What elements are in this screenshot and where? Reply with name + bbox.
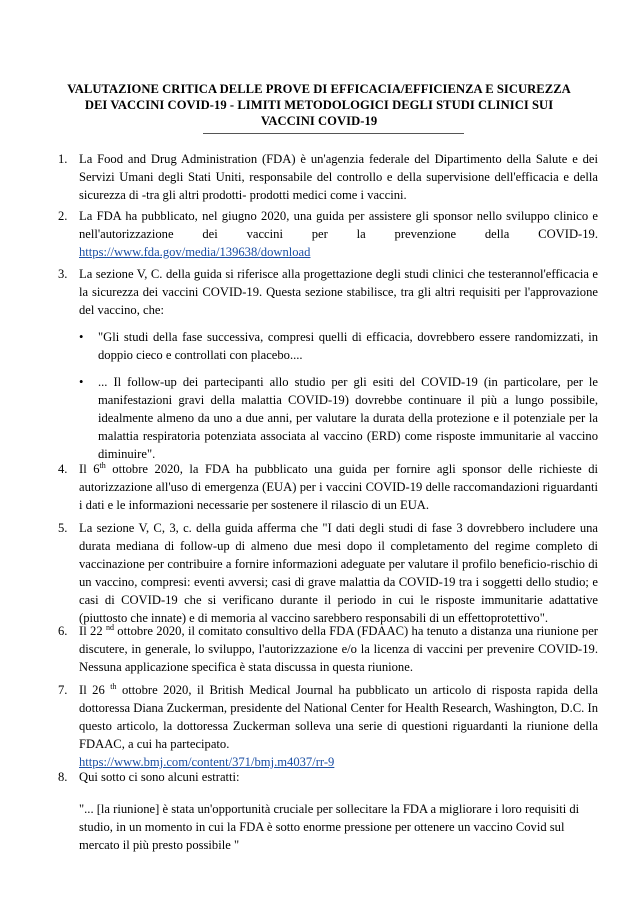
fda-guidance-link[interactable]: https://www.fda.gov/media/139638/download (79, 245, 311, 259)
item-text-5: La sezione V, C, 3, c. della guida afferma che "I dati degli studi di fase 3 dovrebbero includere una durata mediana di follow-up di almeno due mesi dopo il completamento del regime completo di vaccinazione per contribuire a fornire informazioni adeguate per valutare il profilo beneficio-rischio di un vaccino, compresi: eventi avversi; casi di grave malattia da COVID-19 tra i soggetti dello studio; e casi di COVID-19 che si verificano durante il periodo in cui le risposte immunitarie adattative (piuttosto che innate) e di memoria al vaccino sarebbero responsabili di un effettoprotettivo". (79, 521, 598, 625)
bullet-text-1: "Gli studi della fase successiva, compresi quelli di efficacia, dovrebbero essere randomizzati, in doppio cieco e controllati con placebo.... (98, 330, 598, 362)
item-number-3: 3. (58, 267, 68, 281)
item-text-2 (79, 207, 598, 261)
bullet-icon: • (79, 330, 84, 344)
item-text-6 (79, 622, 598, 676)
item-text-6-pre: Il 22 (79, 624, 106, 638)
title-line-1: VALUTAZIONE CRITICA DELLE PROVE DI EFFICACIA/EFFICIENZA E SICUREZZA (67, 82, 571, 96)
item-text-7-pre: Il 26 (79, 683, 111, 697)
bullet-text-2: ... Il follow-up dei partecipanti allo studio per gli esiti del COVID-19 (in particolare, per le manifestazioni gravi della malattia COVID-19) dovrebbe continuare il più a lungo possibile, idealmente almeno da uno a due anni, per valutare la durata della protezione e il potenziale per la malattia respiratoria potenziata associata al vaccino (ERD) come risposte immunitarie al vaccino diminuire". (98, 375, 598, 461)
item-text-4 (79, 460, 598, 514)
item-text-7-body: ottobre 2020, il British Medical Journal ha pubblicato un articolo di risposta rapida della dottoressa Diana Zuckerman, presidente del National Center for Health Research, Washington, D.C. In questo articolo, la dottoressa Zuckerman solleva una serie di questioni riguardanti la riunione della FDAAC, a cui ha partecipato. (79, 683, 598, 751)
item-number-4: 4. (58, 462, 68, 476)
item-text-4-pre: Il 6 (79, 462, 100, 476)
item-text-6-body: ottobre 2020, il comitato consultivo della FDA (FDAAC) ha tenuto a distanza una riunione per discutere, in generale, lo sviluppo, l'autorizzazione e/o la licenza di vaccini per prevenire COVID-19. Nessuna applicazione specifica è stata discussa in questa riunione. (79, 624, 598, 674)
item-text-7 (79, 681, 598, 771)
bmj-article-link[interactable]: https://www.bmj.com/content/371/bmj.m4037/rr-9 (79, 755, 335, 769)
title-line-3: VACCINI COVID-19 (260, 114, 378, 128)
title-divider (203, 133, 464, 134)
item-number-1: 1. (58, 152, 68, 166)
item-text-4-sup: th (99, 460, 106, 470)
item-number-7: 7. (58, 683, 68, 697)
item-text-4-body: ottobre 2020, la FDA ha pubblicato una guida per fornire agli sponsor delle richieste di autorizzazione all'uso di emergenza (EUA) per i vaccini COVID-19 delle raccomandazioni riguardanti i dati e le informazioni necessarie per sostenere il rilascio di un EUA. (79, 462, 598, 512)
item-number-2: 2. (58, 209, 68, 223)
document-title (40, 81, 598, 129)
item-text-3: La sezione V, C. della guida si riferisce alla progettazione degli studi clinici che testerannol'efficacia e la sicurezza dei vaccini COVID-19. Questa sezione stabilisce, tra gli altri requisiti per l'approvazione del vaccino, che: (79, 267, 598, 317)
title-line-2: DEI VACCINI COVID-19 - LIMITI METODOLOGICI DEGLI STUDI CLINICI SUI (84, 98, 554, 112)
item-text-7-sup: th (110, 681, 117, 691)
bullet-icon: • (79, 375, 84, 389)
item-text-2-body: La FDA ha pubblicato, nel giugno 2020, una guida per assistere gli sponsor nello sviluppo clinico e nell'autorizzazione dei vaccini per la prevenzione della COVID-19. (79, 209, 598, 241)
item-number-8: 8. (58, 770, 68, 784)
item-text-1: La Food and Drug Administration (FDA) è un'agenzia federale del Dipartimento della Salute e dei Servizi Umani degli Stati Uniti, responsabile del controllo e della supervisione dell'efficacia e della sicurezza di -tra gli altri prodotti- prodotti medici come i vaccini. (79, 152, 598, 202)
item-text-6-sup: nd (105, 622, 114, 632)
item-text-8: Qui sotto ci sono alcuni estratti: (79, 770, 240, 784)
item-number-6: 6. (58, 624, 68, 638)
quote-excerpt: "... [la riunione] è stata un'opportunità cruciale per sollecitare la FDA a migliorare i loro requisiti di studio, in un momento in cui la FDA è sotto enorme pressione per ottenere un vaccino Covid sul mercato il più presto possibile " (79, 802, 580, 852)
item-number-5: 5. (58, 521, 68, 535)
